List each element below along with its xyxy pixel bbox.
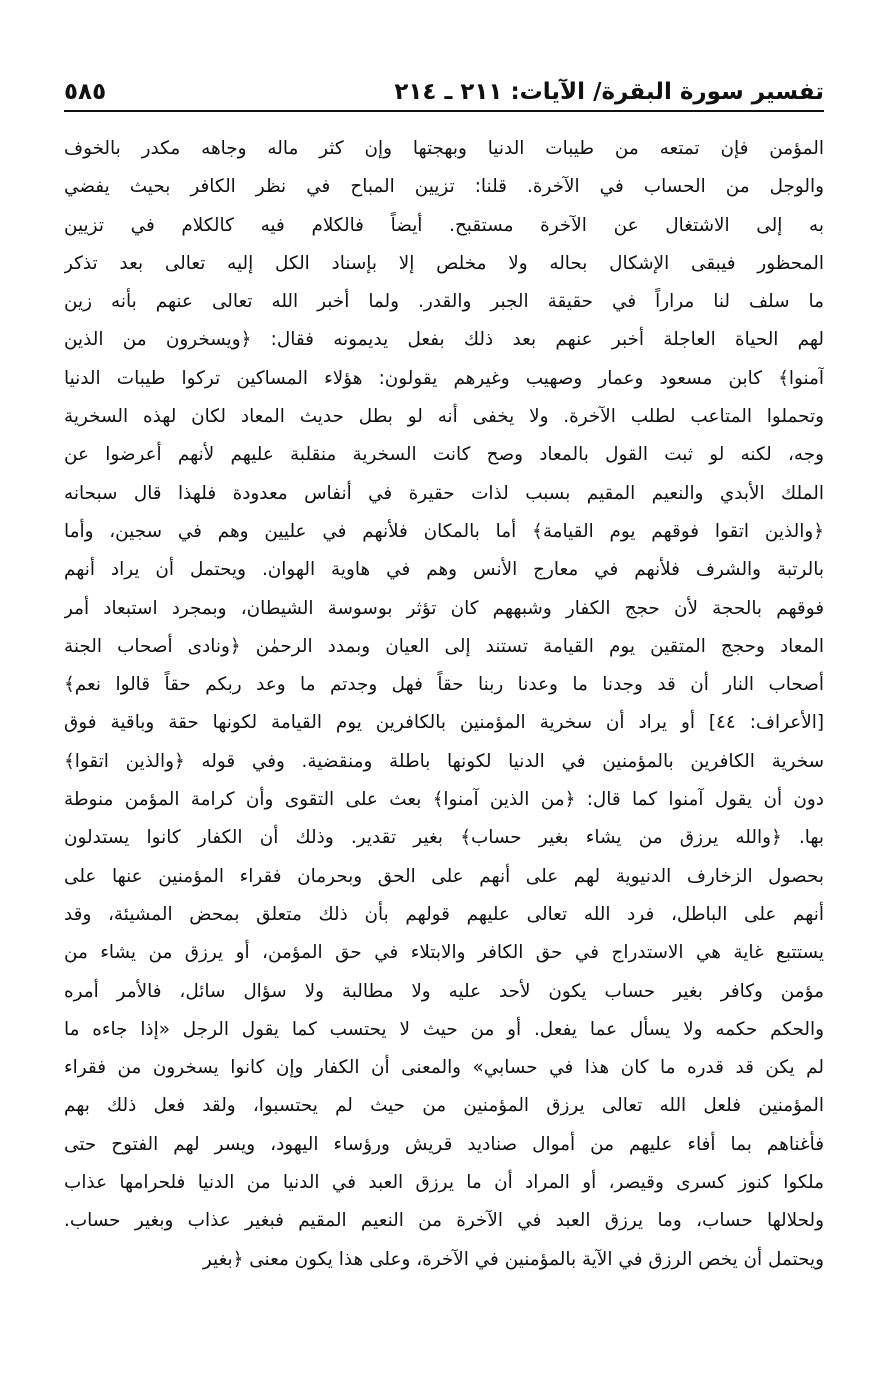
page-header — [64, 76, 824, 108]
page-number: ٥٨٥ — [64, 79, 107, 105]
text-line: وجه، لكنه لو ثبت القول بالمعاد وصح كانت السخرية منقلبة عليهم لأنهم أعرضوا عن — [64, 444, 824, 466]
text-line: المؤمن فإن تمتعه من طيبات الدنيا وبهجتها وإن كثر ماله وجاهه مكدر بالخوف — [64, 138, 824, 159]
text-line: ملكوا كنوز كسرى وقيصر، أو المراد أن ما يرزق العبد في الدنيا من الدنيا فلحرامها عذاب — [64, 1172, 824, 1194]
text-line: أصحاب النار أن قد وجدنا ما وعدنا ربنا حقاً فهل وجدتم ما وعد ربكم حقاً قالوا نعم﴾ — [64, 674, 824, 696]
text-line: وتحملوا المتاعب لطلب الآخرة. ولا يخفى أنه لو بطل حديث المعاد لكان لهذه السخرية — [64, 406, 824, 428]
text-line: ﴿والذين اتقوا فوقهم يوم القيامة﴾ أما بالمكان فلأنهم في عليين وهم في سجين، وأما — [64, 520, 824, 542]
text-line: والوجل من الحساب في الآخرة. قلنا: تزيين المباح في نظر الكافر بحيث يفضي — [64, 176, 824, 198]
text-line: المؤمنين فلعل الله تعالى يرزق المؤمنين من حيث لم يحتسبوا، ولقد فعل ذلك بهم — [64, 1095, 824, 1117]
text-line: لهم الحياة العاجلة أخبر عنهم بعد ذلك بفعل يديمونه فقال: ﴿ويسخرون من الذين — [64, 329, 824, 351]
text-line: لم يكن قد قدره ما كان هذا في حسابي» والمعنى أن الكفار وإن كانوا يسخرون من فقراء — [64, 1057, 824, 1079]
text-line: به إلى الاشتغال عن الآخرة مستقبح. أيضاً فالكلام فيه كالكلام في تزيين — [64, 214, 824, 236]
running-header-title: تفسير سورة البقرة/ الآيات: ٢١١ ـ ٢١٤ — [394, 79, 824, 105]
text-line: آمنوا﴾ كابن مسعود وعمار وصهيب وغيرهم يقولون: هؤلاء المساكين تركوا طيبات الدنيا — [64, 367, 824, 389]
text-line: أنهم على الباطل، فرد الله تعالى عليهم قولهم بأن ذلك متعلق بمحض المشيئة، وقد — [64, 903, 824, 925]
text-line: دون أن يقول آمنوا كما قال: ﴿من الذين آمنوا﴾ بعث على التقوى وأن كرامة المؤمن منوطة — [64, 789, 824, 811]
text-line: المحظور فيبقى الإشكال بحاله ولا مخلص إلا بإسناد الكل إليه تعالى بعد تذكر — [64, 252, 824, 274]
header-rule — [64, 110, 824, 112]
text-line: ما سلف لنا مراراً في حقيقة الجبر والقدر. ولما أخبر الله تعالى عنهم بأنه زين — [64, 291, 824, 313]
text-line: بحصول الزخارف الدنيوية لهم على أنهم على الحق وبحرمان فقراء المؤمنين عنها على — [64, 865, 824, 887]
text-line: ويحتمل أن يخص الرزق في الآية بالمؤمنين في الآخرة، وعلى هذا يكون معنى ﴿بغير — [202, 1248, 824, 1270]
text-line: فوقهم بالحجة لأن حجج الكفار وشبههم كان تؤثر بوسوسة الشيطان، وبمجرد استبعاد أمر — [64, 597, 824, 619]
text-line: ولحلالها حساب، وما يرزق العبد في الآخرة من النعيم المقيم فبغير عذاب وبغير حساب. — [64, 1210, 824, 1232]
text-line: فأغناهم بما أفاء عليهم من أموال صناديد قريش ورؤساء اليهود، ويسر لهم الفتوح حتى — [64, 1133, 824, 1155]
text-line: مؤمن وكافر بغير حساب يكون لأحد عليه ولا مطالبة ولا سؤال سائل، فالأمر أمره — [64, 980, 824, 1002]
body-text — [64, 130, 824, 1279]
text-line: [الأعراف: ٤٤] أو يراد أن سخرية المؤمنين بالكافرين يوم القيامة لكونها حقة وباقية فوق — [64, 712, 824, 734]
text-line: بالرتبة والشرف فلأنهم في معارج الأنس وهم في هاوية الهوان. ويحتمل أن يراد أنهم — [64, 559, 824, 581]
text-line: الملك الأبدي والنعيم المقيم بسبب لذات حقيرة في أنفاس معدودة فلهذا قال سبحانه — [64, 482, 824, 504]
text-line: والحكم حكمه ولا يسأل عما يفعل. أو من حيث لا يحتسب كما يقول الرجل «إذا جاءه ما — [64, 1018, 824, 1040]
text-line: المعاد وحجج المتقين يوم القيامة تستند إلى العيان وبمدد الرحمٰن ﴿ونادى أصحاب الجنة — [64, 635, 824, 657]
text-line: بها. ﴿والله يرزق من يشاء بغير حساب﴾ بغير تقدير. وذلك أن الكفار كانوا يستدلون — [64, 827, 824, 849]
text-line: سخرية الكافرين بالمؤمنين في الدنيا لكونها باطلة ومنقضية. وفي قوله ﴿والذين اتقوا﴾ — [64, 750, 824, 772]
text-line: يستتبع غاية هي الاستدراج في حق الكافر والابتلاء في حق المؤمن، أو يرزق من يشاء من — [64, 942, 824, 964]
